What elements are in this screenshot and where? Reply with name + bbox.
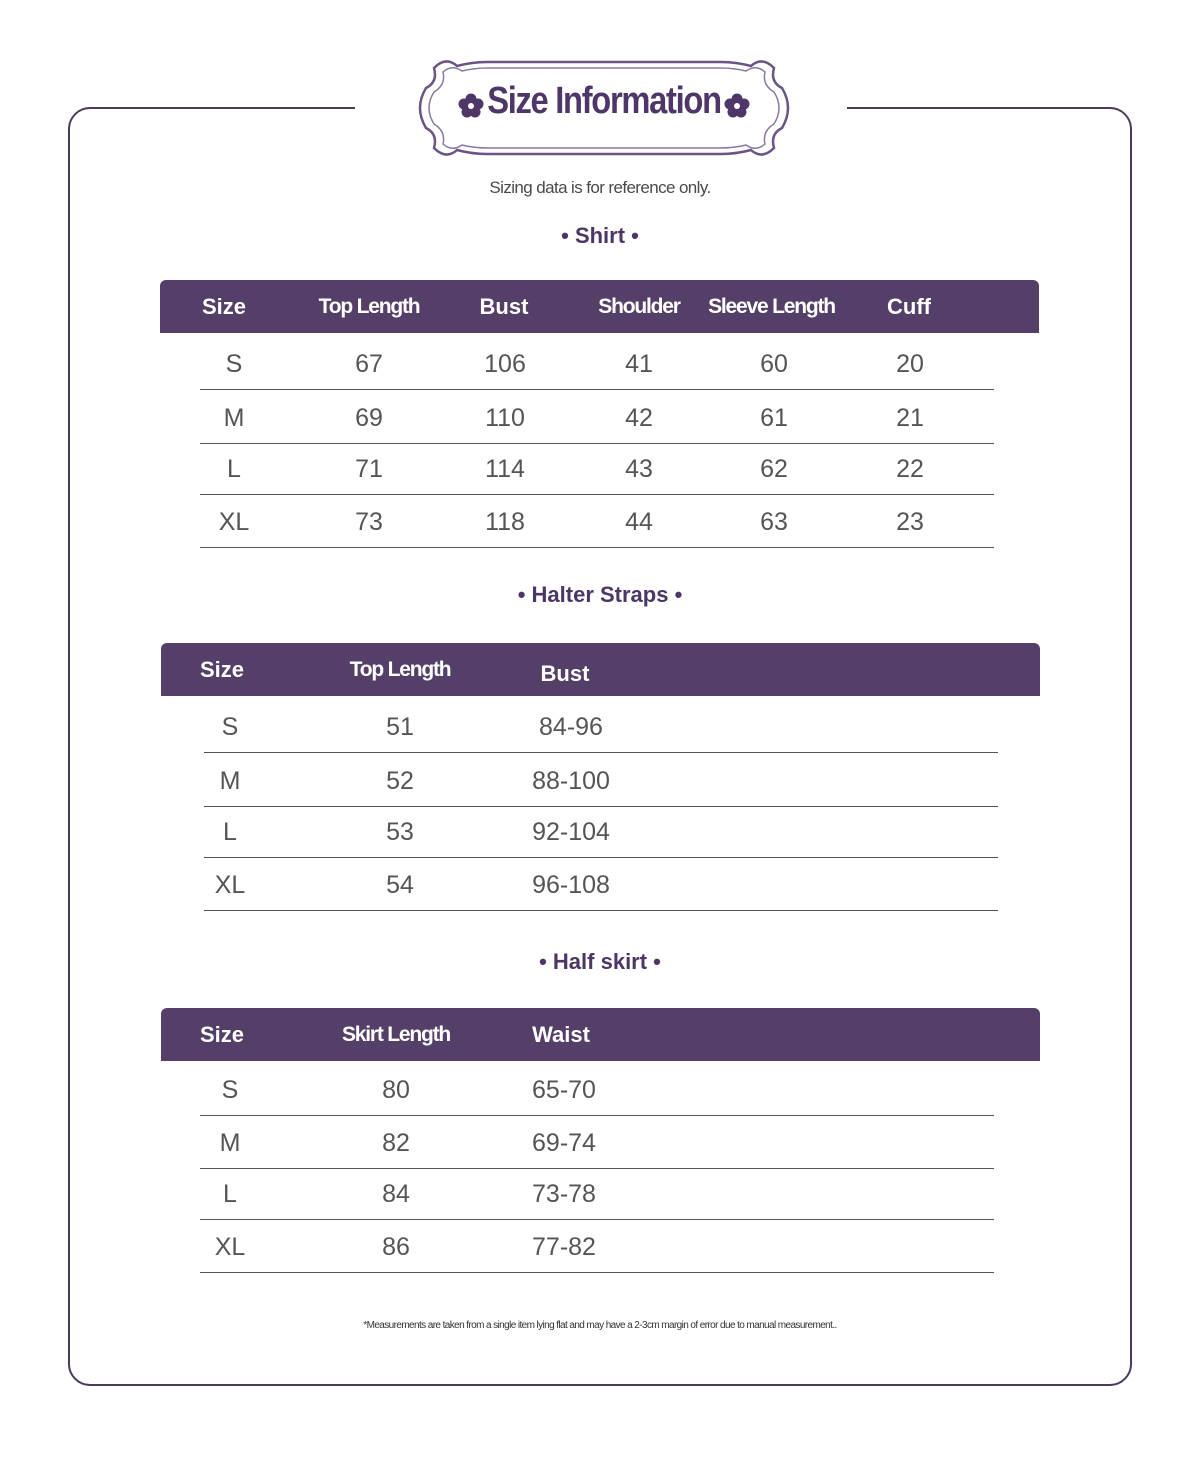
column-header: Waist: [532, 1022, 590, 1047]
table-cell: XL: [218, 508, 250, 536]
table-cell: 20: [896, 350, 924, 378]
table-cell: 21: [896, 404, 924, 432]
title-badge: [412, 58, 796, 158]
table-cell: 82: [382, 1129, 410, 1157]
table-cell: 92-104: [532, 818, 610, 846]
table-cell: 96-108: [532, 871, 610, 899]
table-cell: XL: [214, 871, 246, 899]
table-row: [200, 1115, 994, 1169]
table-cell: 53: [386, 818, 414, 846]
column-header: Shoulder: [598, 295, 680, 318]
table-cell: 73-78: [532, 1180, 596, 1208]
table-cell: 51: [386, 713, 414, 741]
table-cell: 84-96: [539, 713, 603, 741]
table-cell: 118: [485, 508, 525, 536]
table-header-shirt: [160, 280, 1039, 333]
table-cell: L: [223, 818, 237, 846]
column-header: Bust: [479, 294, 529, 319]
column-header: Sleeve Length: [708, 295, 835, 318]
section-title-half-skirt: • Half skirt •: [539, 949, 661, 974]
table-cell: 63: [760, 508, 788, 536]
table-cell: 106: [484, 350, 526, 378]
table-cell: 43: [625, 455, 653, 483]
table-row: [200, 336, 994, 390]
column-header: Size: [201, 294, 247, 319]
table-cell: 110: [485, 404, 525, 432]
table-row: [200, 441, 994, 495]
table-cell: 84: [382, 1180, 410, 1208]
table-cell: 23: [896, 508, 924, 536]
table-cell: M: [219, 1129, 241, 1157]
footnote: *Measurements are taken from a single item lying flat and may have a 2-3cm margin of error due to manual measurement..: [363, 1320, 837, 1331]
table-cell: 52: [386, 767, 414, 795]
table-row: [204, 804, 998, 858]
table-cell: 80: [382, 1076, 410, 1104]
table-cell: 65-70: [532, 1076, 596, 1104]
table-cell: 71: [355, 455, 383, 483]
table-cell: 69: [355, 404, 383, 432]
column-header: Bust: [540, 661, 590, 686]
table-header-half-skirt: [161, 1008, 1040, 1061]
table-cell: S: [221, 1076, 239, 1104]
section-title-halter-straps: • Halter Straps •: [517, 582, 683, 607]
table-cell: 67: [355, 350, 383, 378]
table-cell: 61: [760, 404, 788, 432]
table-cell: L: [227, 455, 241, 483]
table-row: [200, 1219, 994, 1273]
column-header: Top Length: [349, 658, 451, 681]
table-cell: 22: [896, 455, 924, 483]
table-row: [204, 857, 998, 911]
table-row: [204, 699, 998, 753]
table-cell: 60: [760, 350, 788, 378]
table-cell: 73: [355, 508, 383, 536]
table-row: [204, 753, 998, 807]
table-cell: 88-100: [532, 767, 610, 795]
table-cell: M: [219, 767, 241, 795]
table-cell: 62: [760, 455, 788, 483]
column-header: Top Length: [318, 295, 420, 318]
table-cell: 114: [485, 455, 525, 483]
column-header: Size: [199, 1022, 245, 1047]
table-cell: 44: [625, 508, 653, 536]
page-title: Size Information: [487, 80, 721, 122]
table-cell: L: [223, 1180, 237, 1208]
table-row: [200, 494, 994, 548]
column-header: Size: [199, 657, 245, 682]
column-header: Cuff: [887, 294, 931, 319]
table-row: [200, 390, 994, 444]
table-cell: 54: [386, 871, 414, 899]
table-cell: 86: [382, 1233, 410, 1261]
table-cell: S: [225, 350, 243, 378]
table-cell: M: [223, 404, 245, 432]
table-header-halter-straps: [161, 643, 1040, 696]
table-cell: 41: [625, 350, 653, 378]
table-cell: 42: [625, 404, 653, 432]
table-row: [200, 1166, 994, 1220]
table-cell: XL: [214, 1233, 246, 1261]
table-cell: S: [221, 713, 239, 741]
table-cell: 69-74: [532, 1129, 596, 1157]
table-cell: 77-82: [532, 1233, 596, 1261]
subtitle: Sizing data is for reference only.: [489, 178, 711, 197]
table-row: [200, 1062, 994, 1116]
section-title-shirt: • Shirt •: [561, 223, 639, 248]
column-header: Skirt Length: [341, 1023, 451, 1046]
